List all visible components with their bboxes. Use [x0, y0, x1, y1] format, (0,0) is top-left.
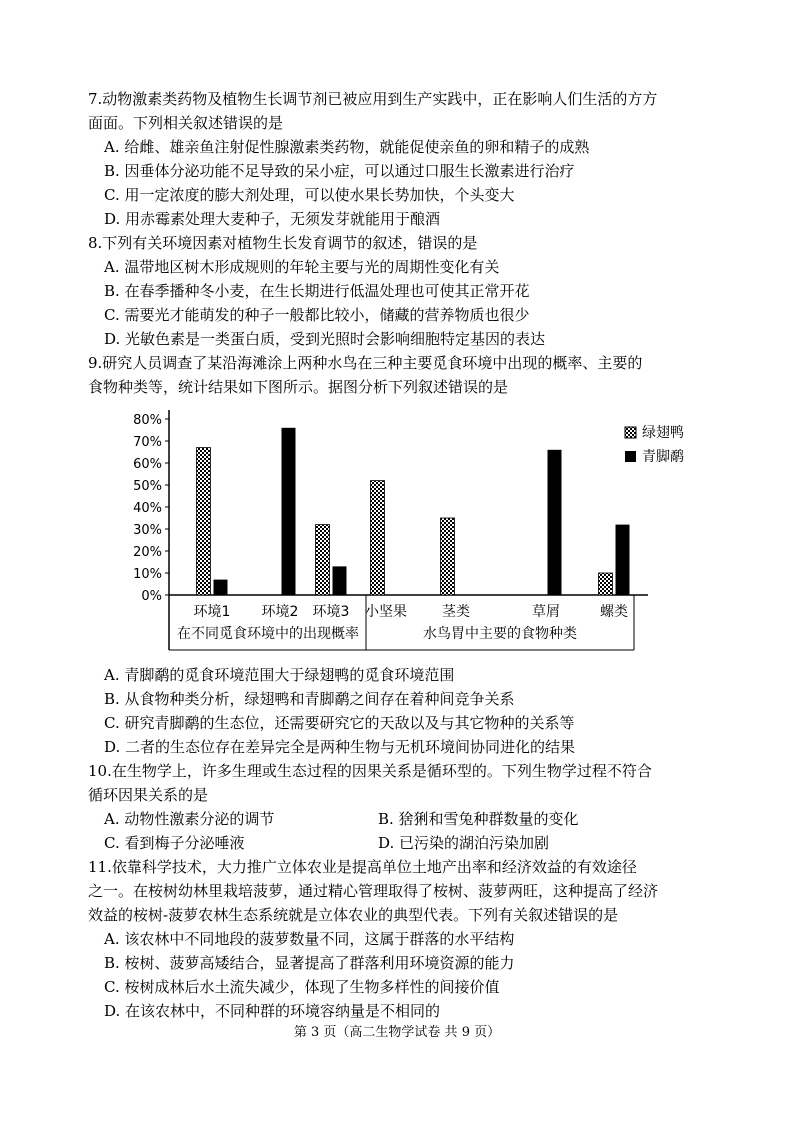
q9-option-a: A. 青脚鹬的觅食环境范围大于绿翅鸭的觅食环境范围: [104, 666, 455, 684]
x-category-label: 草屑: [532, 604, 560, 620]
legend-swatch-lvchiya: [625, 427, 636, 438]
q11-stem-line-2: 之一。在桉树幼林里栽培菠萝，通过精心管理取得了桉树、菠萝两旺，这种提高了经济: [88, 882, 659, 900]
q9-option-b: B. 从食物种类分析，绿翅鸭和青脚鹬之间存在着种间竞争关系: [104, 690, 515, 708]
y-tick-label: 30%: [133, 523, 162, 538]
q8-option-d: D. 光敏色素是一类蛋白质，受到光照时会影响细胞特定基因的表达: [104, 330, 546, 348]
q10-option-c: C. 看到梅子分泌唾液: [104, 834, 245, 852]
x-category-label: 环境2: [261, 604, 299, 620]
group-label-environment: 在不同觅食环境中的出现概率: [177, 626, 359, 642]
q10-stem-line-2: 循环因果关系的是: [88, 786, 209, 804]
y-tick-label: 60%: [133, 457, 162, 472]
q11-option-d: D. 在该农林中，不同种群的环境容纳量是不相同的: [104, 1002, 441, 1020]
bar-qingjiaoyu-1: [214, 580, 228, 595]
q11-stem-line-3: 效益的桉树-菠萝农林生态系统就是立体农业的典型代表。下列有关叙述错误的是: [88, 906, 619, 924]
x-category-label: 小坚果: [365, 604, 407, 620]
q10-stem-line-1: 10.在生物学上，许多生理或生态过程的因果关系是循环型的。下列生物学过程不符合: [88, 762, 652, 780]
group-label-food: 水鸟胃中主要的食物种类: [423, 626, 577, 642]
y-tick-label: 40%: [133, 501, 162, 516]
y-tick-label: 20%: [133, 545, 162, 560]
q8-option-a: A. 温带地区树木形成规则的年轮主要与光的周期性变化有关: [104, 258, 500, 276]
q9-stem-line-1: 9.研究人员调查了某沿海滩涂上两种水鸟在三种主要觅食环境中出现的概率、主要的: [88, 354, 643, 372]
legend-swatch-qingjiaoyu: [625, 451, 636, 462]
q7-option-d: D. 用赤霉素处理大麦种子，无须发芽就能用于酿酒: [104, 210, 441, 228]
q8-option-c: C. 需要光才能萌发的种子一般都比较小，储藏的营养物质也很少: [104, 306, 530, 324]
page-footer: 第 3 页（高二生物学试卷 共 9 页）: [293, 1025, 501, 1040]
bar-chart: [128, 402, 688, 654]
x-category-label: 环境3: [312, 604, 350, 620]
q7-option-b: B. 因垂体分泌功能不足导致的呆小症，可以通过口服生长激素进行治疗: [104, 162, 575, 180]
q9-option-d: D. 二者的生态位存在差异完全是两种生物与无机环境间协同进化的结果: [104, 738, 576, 756]
q10-option-a: A. 动物性激素分泌的调节: [104, 810, 275, 828]
bar-qingjiaoyu-3: [333, 566, 347, 595]
y-tick-label: 10%: [133, 567, 162, 582]
q8-stem-line-1: 8.下列有关环境因素对植物生长发育调节的叙述，错误的是: [88, 234, 478, 252]
bar-qingjiaoyu-7: [616, 525, 630, 595]
bar-lvchiya-5: [441, 518, 455, 595]
q10-option-d: D. 已污染的湖泊污染加剧: [378, 834, 550, 852]
y-tick-label: 70%: [133, 435, 162, 450]
bar-lvchiya-4: [371, 481, 385, 595]
bar-qingjiaoyu-2: [282, 428, 296, 595]
legend-label-qingjiaoyu: 青脚鹬: [642, 449, 684, 465]
q7-option-a: A. 给雌、雄亲鱼注射促性腺激素类药物，就能促使亲鱼的卵和精子的成熟: [104, 138, 590, 156]
q11-option-b: B. 桉树、菠萝高矮结合，显著提高了群落利用环境资源的能力: [104, 954, 515, 972]
legend-label-lvchiya: 绿翅鸭: [642, 425, 684, 441]
q11-option-c: C. 桉树成林后水土流失减少，体现了生物多样性的间接价值: [104, 978, 500, 996]
q10-option-b: B. 猞猁和雪兔种群数量的变化: [378, 810, 579, 828]
y-tick-label: 80%: [133, 413, 162, 428]
bar-lvchiya-1: [197, 448, 211, 595]
q9-option-c: C. 研究青脚鹬的生态位，还需要研究它的天敌以及与其它物种的关系等: [104, 714, 575, 732]
q7-stem-line-1: 7.动物激素类药物及植物生长调节剂已被应用到生产实践中，正在影响人们生活的方方: [88, 90, 658, 108]
q11-option-a: A. 该农林中不同地段的菠萝数量不同，这属于群落的水平结构: [104, 930, 515, 948]
legend: [625, 424, 684, 465]
y-tick-label: 0%: [141, 589, 162, 604]
q9-stem-line-2: 食物种类等，统计结果如下图所示。据图分析下列叙述错误的是: [88, 378, 509, 396]
bar-qingjiaoyu-6: [548, 450, 562, 595]
bar-lvchiya-3: [316, 525, 330, 595]
q11-stem-line-1: 11.依靠科学技术，大力推广立体农业是提高单位土地产出率和经济效益的有效途径: [88, 858, 637, 876]
q7-stem-line-2: 面面。下列相关叙述错误的是: [88, 114, 284, 132]
q7-option-c: C. 用一定浓度的膨大剂处理，可以使水果长势加快，个头变大: [104, 186, 515, 204]
x-category-label: 茎类: [442, 604, 470, 620]
y-tick-label: 50%: [133, 479, 162, 494]
q8-option-b: B. 在春季播种冬小麦，在生长期进行低温处理也可使其正常开花: [104, 282, 530, 300]
x-category-label: 环境1: [193, 604, 231, 620]
bar-lvchiya-7: [599, 573, 613, 595]
x-category-label: 螺类: [600, 604, 628, 620]
